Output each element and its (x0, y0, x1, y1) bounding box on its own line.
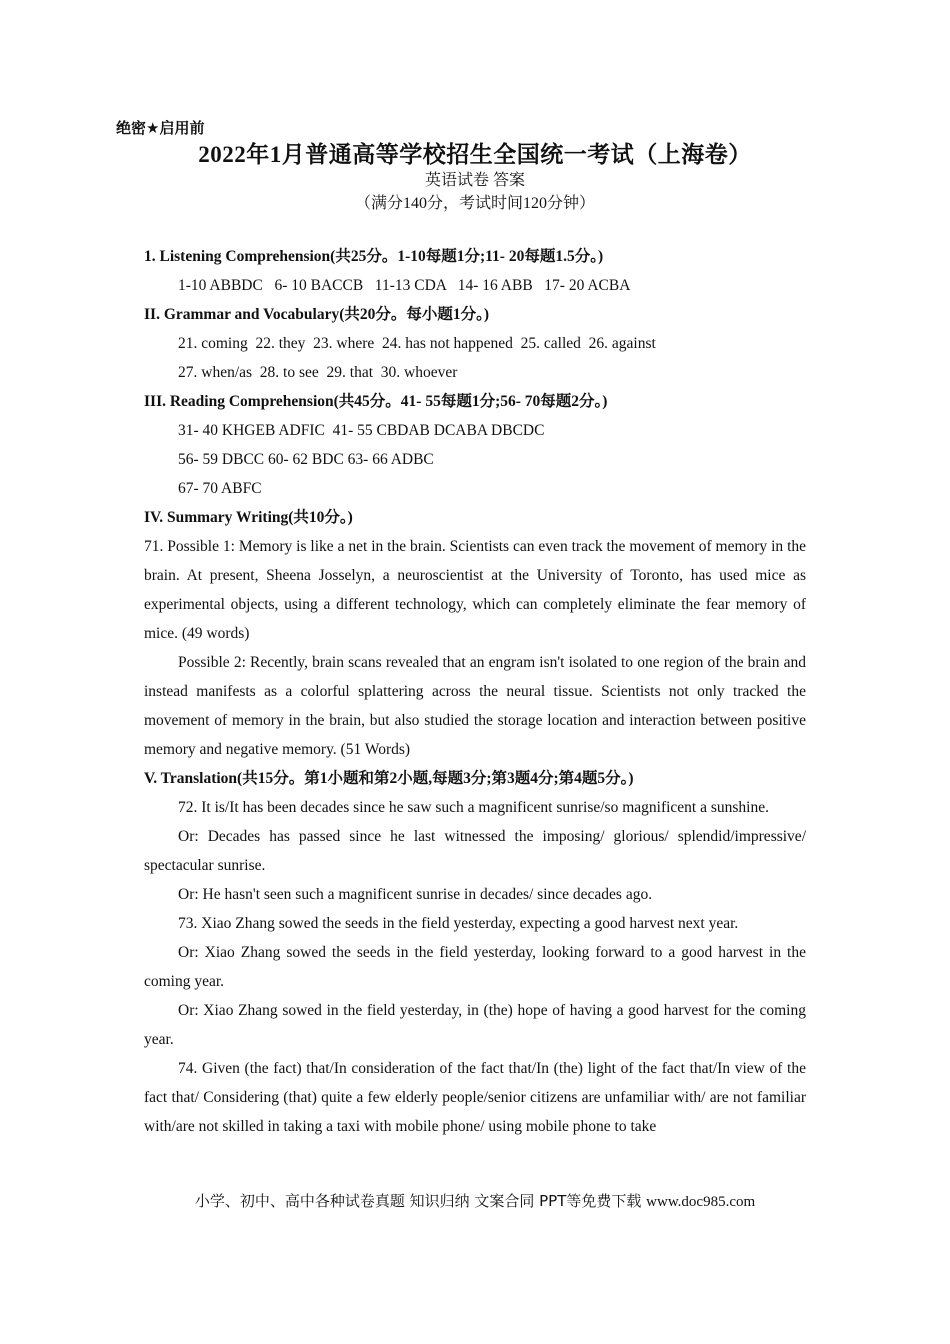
translation-73: 73. Xiao Zhang sowed the seeds in the field yesterday, expecting a good harvest next year. (178, 915, 739, 932)
section-2-heading: II. Grammar and Vocabulary(共20分。每小题1分。) (144, 306, 490, 323)
answer-content (144, 242, 806, 1141)
exam-subtitle: 英语试卷 答案 (424, 172, 525, 189)
section-2-answers-line-2: 27. when/as 28. to see 29. that 30. whoever (178, 364, 458, 381)
section-3-heading: III. Reading Comprehension(共45分。41- 55每题1分;56- 70每题2分。) (144, 393, 608, 410)
translation-73-alt-1: Or: Xiao Zhang sowed the seeds in the field yesterday, looking forward to a good harvest in the coming year. (144, 944, 806, 990)
section-1-heading: 1. Listening Comprehension(共25分。1-10每题1分;11- 20每题1.5分。) (144, 248, 604, 265)
page-footer (0, 1190, 950, 1211)
translation-72: 72. It is/It has been decades since he saw such a magnificent sunrise/so magnificent a sunshine. (178, 799, 769, 816)
exam-title: 2022年1月普通高等学校招生全国统一考试（上海卷） (198, 142, 752, 167)
section-3-answers-line-3: 67- 70 ABFC (178, 480, 262, 497)
section-1-answers: 1-10 ABBDC 6- 10 BACCB 11-13 CDA 14- 16 ABB 17- 20 ACBA (178, 277, 631, 294)
summary-possible-2: Possible 2: Recently, brain scans revealed that an engram isn't isolated to one region of the brain and instead manifests as a colorful splattering across the neural tissue. Scientists not only tracked the movement of memory in the brain, but also studied the storage location and interaction between positive memory and negative memory. (51 Words) (144, 654, 806, 758)
section-4-heading: IV. Summary Writing(共10分。) (144, 509, 353, 526)
exam-note: （满分140分，考试时间120分钟） (354, 195, 595, 212)
translation-73-alt-2: Or: Xiao Zhang sowed in the field yesterday, in (the) hope of having a good harvest for the coming year. (144, 1002, 806, 1048)
translation-74: 74. Given (the fact) that/In consideration of the fact that/In (the) light of the fact that/In view of the fact that/ Considering (that) quite a few elderly people/senior citizens are unfamiliar with/ are not familiar with/are not skilled in taking a taxi with mobile phone/ using mobile phone to take (144, 1060, 806, 1135)
confidential-label: 绝密★启用前 (116, 119, 205, 137)
translation-72-alt-2: Or: He hasn't seen such a magnificent sunrise in decades/ since decades ago. (178, 886, 653, 903)
summary-possible-1: 71. Possible 1: Memory is like a net in the brain. Scientists can even track the movement of memory in the brain. At present, Sheena Josselyn, a neuroscientist at the University of Toronto, has used mice as experimental objects, using a different technology, which can completely eliminate the fear memory of mice. (49 words) (144, 538, 806, 642)
footer-text: 小学、初中、高中各种试卷真题 知识归纳 文案合同 PPT等免费下载 (194, 1192, 642, 1210)
section-5-heading: V. Translation(共15分。第1小题和第2小题,每题3分;第3题4分;第4题5分。) (144, 770, 634, 787)
translation-72-alt-1: Or: Decades has passed since he last witnessed the imposing/ glorious/ splendid/impressive/ spectacular sunrise. (144, 828, 806, 874)
section-3-answers-line-1: 31- 40 KHGEB ADFIC 41- 55 CBDAB DCABA DBCDC (178, 422, 545, 439)
footer-url[interactable]: www.doc985.com (646, 1194, 756, 1210)
section-3-answers-line-2: 56- 59 DBCC 60- 62 BDC 63- 66 ADBC (178, 451, 434, 468)
section-2-answers-line-1: 21. coming 22. they 23. where 24. has not happened 25. called 26. against (178, 335, 656, 352)
